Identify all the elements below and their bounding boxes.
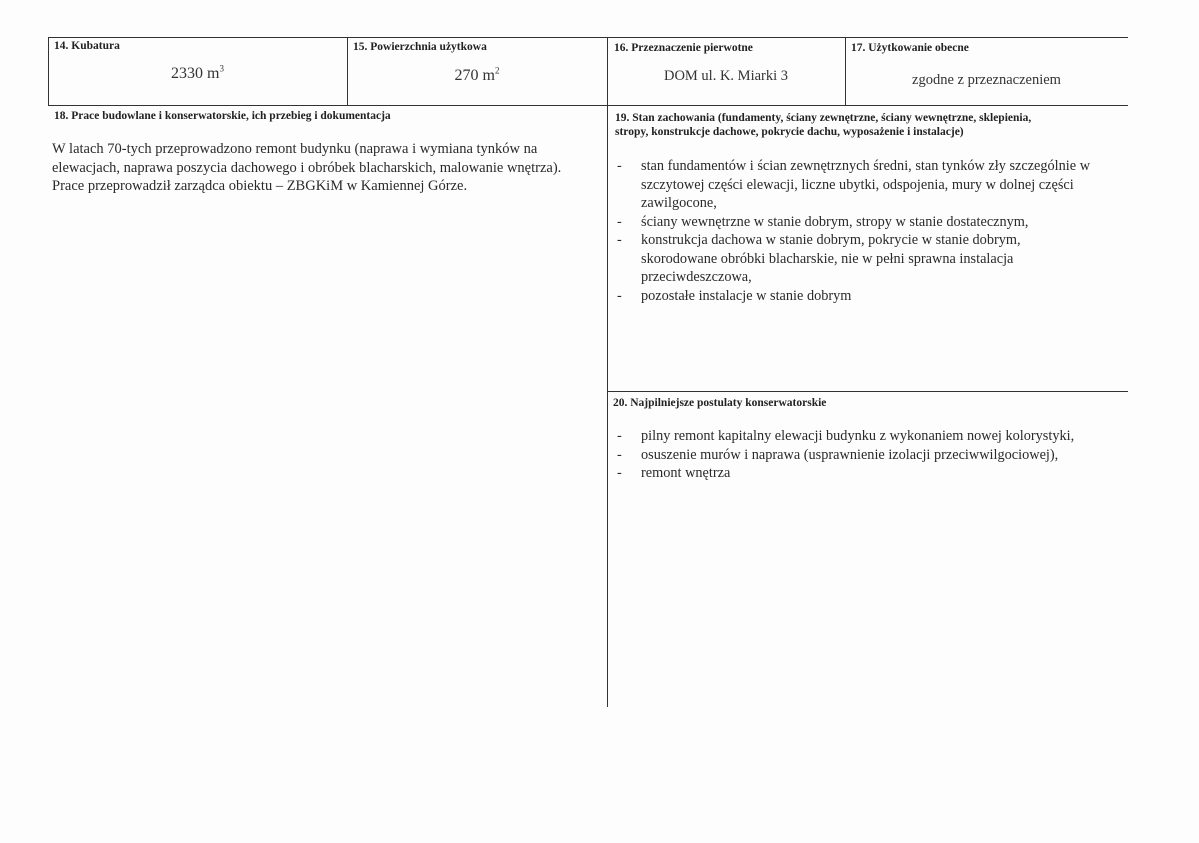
postulates-list bbox=[613, 427, 1074, 483]
item-line: skorodowane obróbki blacharskie, nie w pełni sprawna instalacja bbox=[641, 250, 1014, 267]
list-item bbox=[613, 213, 1090, 232]
item-line: zawilgocone, bbox=[641, 195, 717, 211]
list-item bbox=[613, 287, 1090, 306]
item-line: remont wnętrza bbox=[641, 465, 731, 481]
field-14-kubatura bbox=[48, 37, 347, 105]
item-line: ściany wewnętrzne w stanie dobrym, stropy w stanie dostatecznym, bbox=[641, 213, 1029, 230]
field-20-postulaty bbox=[607, 391, 1128, 707]
bullet-dash: - bbox=[617, 213, 622, 230]
bullet-dash: - bbox=[617, 232, 622, 248]
bullet-dash: - bbox=[617, 287, 622, 304]
field-15-powierzchnia bbox=[347, 37, 607, 105]
works-line: elewacjach, naprawa poszycia dachowego i obróbek blacharskich, malowanie wnętrza). bbox=[52, 159, 562, 176]
field-value: DOM ul. K. Miarki 3 bbox=[663, 68, 789, 84]
field-label: 18. Prace budowlane i konserwatorskie, ich przebieg i dokumentacja bbox=[54, 110, 391, 122]
item-line: szczytowej części elewacji, liczne ubytki, odspojenia, mury w dolnej części bbox=[641, 176, 1074, 193]
works-description bbox=[52, 140, 561, 196]
field-value: zgodne z przeznaczeniem bbox=[912, 72, 1061, 88]
volume-value: 2330 m bbox=[171, 65, 220, 82]
list-item bbox=[613, 446, 1074, 465]
item-line: pozostałe instalacje w stanie dobrym bbox=[641, 287, 852, 304]
unit-exponent: 3 bbox=[219, 63, 224, 74]
list-item bbox=[613, 231, 1090, 287]
bullet-dash: - bbox=[617, 446, 622, 463]
field-18-prace bbox=[48, 105, 607, 705]
list-item bbox=[613, 157, 1090, 213]
field-label: 17. Użytkowanie obecne bbox=[851, 42, 969, 54]
field-label: 14. Kubatura bbox=[54, 40, 120, 52]
field-label: 16. Przeznaczenie pierwotne bbox=[614, 42, 753, 54]
item-line: stan fundamentów i ścian zewnętrznych średni, stan tynków zły szczególnie w bbox=[641, 158, 1091, 174]
field-19-stan-zachowania bbox=[607, 105, 1128, 391]
field-value bbox=[48, 65, 347, 83]
field-label: 15. Powierzchnia użytkowa bbox=[353, 41, 487, 53]
field-16-przeznaczenie bbox=[607, 37, 845, 105]
field-value bbox=[347, 67, 607, 85]
bullet-dash: - bbox=[617, 428, 622, 444]
works-line: W latach 70-tych przeprowadzono remont budynku (naprawa i wymiana tynków na bbox=[52, 141, 538, 157]
bullet-dash: - bbox=[617, 465, 622, 481]
item-line: pilny remont kapitalny elewacji budynku z wykonaniem nowej kolorystyki, bbox=[641, 428, 1075, 444]
condition-list bbox=[613, 157, 1090, 305]
area-value: 270 m bbox=[454, 67, 495, 84]
field-label: 20. Najpilniejsze postulaty konserwatorskie bbox=[613, 397, 827, 409]
bullet-dash: - bbox=[617, 158, 622, 174]
item-line: konstrukcja dachowa w stanie dobrym, pokrycie w stanie dobrym, bbox=[641, 232, 1021, 248]
works-line: Prace przeprowadził zarządca obiektu – ZBGKiM w Kamiennej Górze. bbox=[52, 178, 468, 194]
item-line: osuszenie murów i naprawa (usprawnienie izolacji przeciwwilgociowej), bbox=[641, 446, 1059, 463]
field-label bbox=[615, 111, 1031, 139]
unit-exponent: 2 bbox=[494, 65, 500, 76]
list-item bbox=[613, 427, 1074, 446]
field-label-line: stropy, konstrukcje dachowe, pokrycie dachu, wyposażenie i instalacje) bbox=[615, 126, 964, 138]
field-label-line: 19. Stan zachowania (fundamenty, ściany zewnętrzne, ściany wewnętrzne, sklepienia, bbox=[615, 112, 1032, 124]
field-17-uzytkowanie bbox=[845, 37, 1128, 105]
item-line: przeciwdeszczowa, bbox=[641, 269, 752, 285]
list-item bbox=[613, 464, 1074, 483]
